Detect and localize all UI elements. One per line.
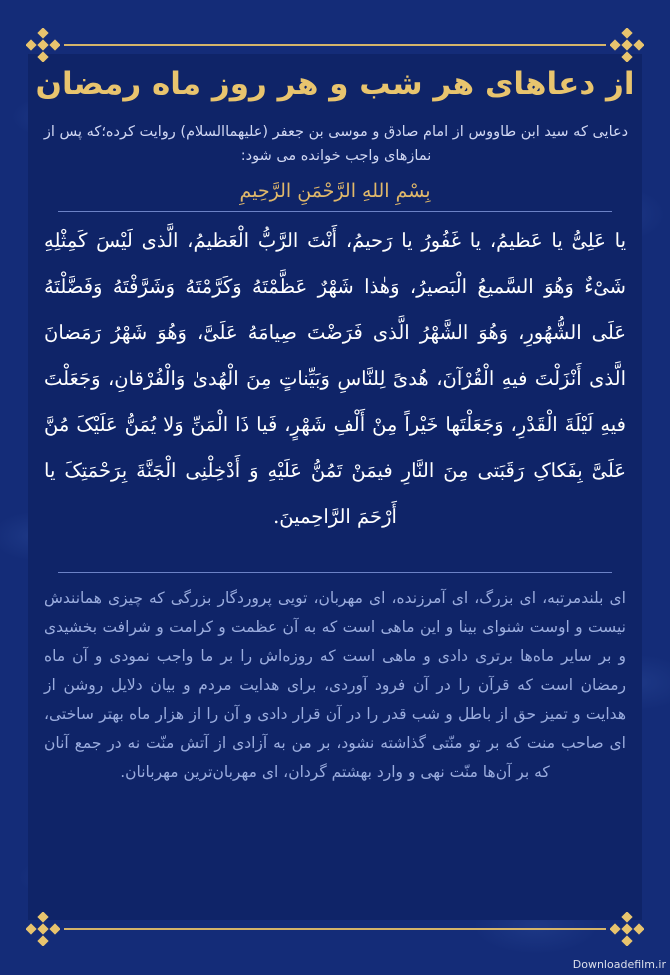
site-watermark: Downloadefilm.ir	[572, 958, 666, 971]
top-frame-line	[64, 44, 606, 46]
ornament-bottom-right-icon	[610, 912, 644, 946]
bottom-frame-line	[64, 928, 606, 930]
persian-translation-text: ای بلندمرتبه، ای بزرگ، ای آمرزنده، ای مهربان، تویی پروردگار بزرگی که چیزی همانندش نیست و اوست شنوای بینا و این ماهی است که به آن عظمت و کرامت و شرافت بخشیدی و بر سایر ماه‌ها برتری دادی و ماهی است که روزه‌اش را بر ما واجب نمودی و آن ماه رمضان است که قرآن را در آن فرود آوردی، برای هدایت مردم و بیان دلایل روشن از هدایت و تمیز حق از باطل و شب قدر را در آن قرار دادی و آن را از هزار ماه بهتر ساختی، ای صاحب منت که بر تو منّتی گذاشته نشود، بر من به آزادی از آتش منّت نه در جمع آنان که بر آن‌ها منّت نهی و وارد بهشتم گردان، ای مهربان‌ترین مهربانان.	[44, 589, 626, 781]
ornament-top-left-icon	[26, 28, 60, 62]
divider-top	[58, 211, 612, 212]
intro-text: دعایی که سید ابن طاووس از امام صادق و موسی بن جعفر (علیهما‌السلام) روایت کرده؛که پس از نمازهای واجب خوانده می شود:	[43, 124, 629, 164]
arabic-prayer-text: یا عَلِیُّ یا عَظیمُ، یا غَفُورُ یا رَحیمُ، أَنْتَ الرَّبُّ الْعَظیمُ، الَّذی لَیْسَ کَمِثْلِهِ شَیْءٌ وَهُوَ السَّمیعُ الْبَصیرُ، وَهٰذا شَهْرٌ عَظَّمْتَهُ وَکَرَّمْتَهُ وَشَرَّفْتَهُ وَفَضَّلْتَهُ عَلَی الشُّهُورِ، وَهُوَ الشَّهْرُ الَّذی فَرَضْتَ صِیامَهُ عَلَیَّ، وَهُوَ شَهْرُ رَمَضانَ الَّذی أَنْزَلْتَ فیهِ الْقُرْآنَ، هُدیً لِلنَّاسِ وَبَیِّناتٍ مِنَ الْهُدیٰ وَالْفُرْقانِ، وَجَعَلْتَ فیهِ لَیْلَةَ الْقَدْرِ، وَجَعَلْتَها خَیْراً مِنْ أَلْفِ شَهْرٍ، فَیا ذَا الْمَنِّ وَلا یُمَنُّ عَلَیْکَ مُنَّ عَلَیَّ بِفَکاکِ رَقَبَتی مِنَ النَّارِ فیمَنْ تَمُنُّ عَلَیْهِ وَ أَدْخِلْنِی الْجَنَّةَ بِرَحْمَتِکَ یا أَرْحَمَ الرَّاحِمینَ.	[44, 229, 626, 528]
ornament-bottom-left-icon	[26, 912, 60, 946]
page-title: از دعاهای هر شب و هر روز ماه رمضان	[35, 66, 635, 102]
divider-middle	[58, 572, 612, 573]
ornament-top-right-icon	[610, 28, 644, 62]
bismillah-heading: بِسْمِ اللهِ الرَّحْمَنِ الرَّحِیمِ	[239, 180, 431, 202]
